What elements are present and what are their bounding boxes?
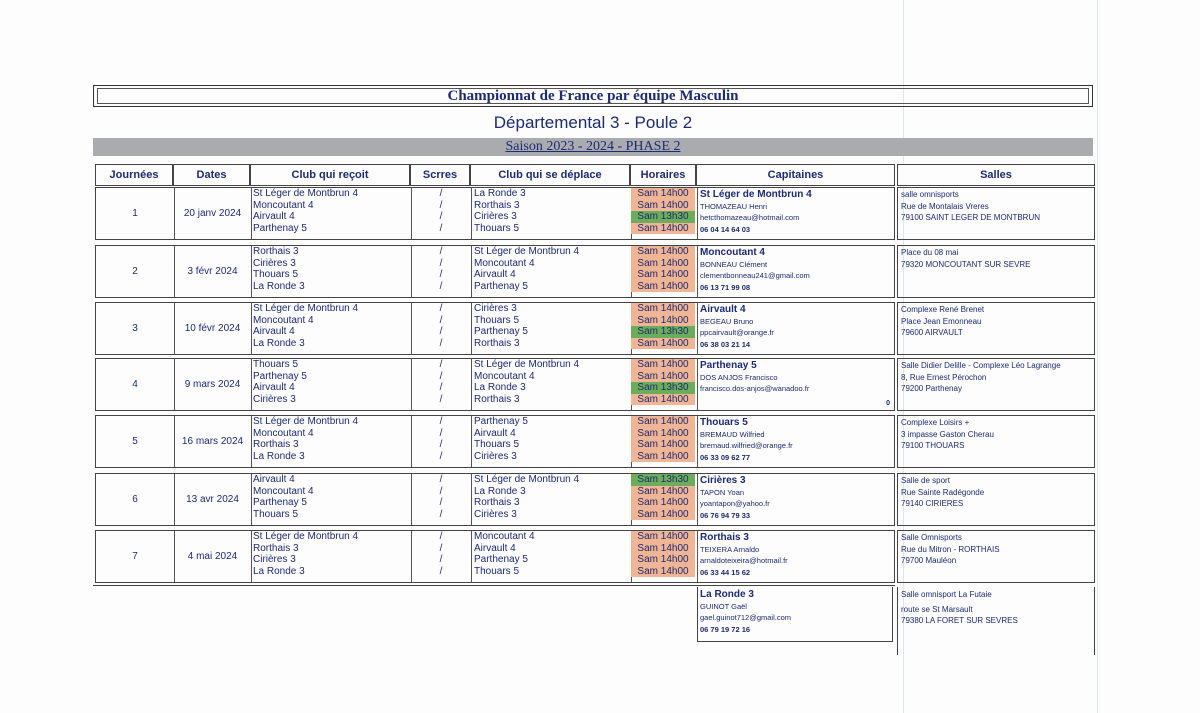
season-banner: Saison 2023 - 2024 - PHASE 2 [93, 138, 1093, 156]
captain-team: Moncoutant 4 [700, 247, 765, 258]
home-club: St Léger de Montbrun 4 [253, 188, 359, 199]
score: / [439, 542, 443, 554]
document-title: Championnat de France par équipe Masculin [97, 88, 1089, 104]
away-club: Parthenay 5 [474, 416, 528, 427]
header-capitaines: Capitaines [696, 164, 895, 186]
column-divider [251, 188, 252, 239]
round-date: 13 avr 2024 [186, 494, 239, 505]
page-guide-line [1097, 0, 1098, 713]
captain-phone: 06 04 14 64 03 [700, 224, 751, 234]
captain-name: TAPON Yoan [700, 487, 745, 497]
header-salles: Salles [897, 164, 1095, 186]
away-club: Thouars 5 [474, 222, 520, 234]
captain-team: Rorthais 3 [700, 532, 749, 543]
captain-email[interactable]: hetcthomazeau@hotmail.com [700, 213, 800, 222]
captain-cell [700, 247, 894, 293]
column-divider [251, 359, 252, 410]
header-horaires: Horaires [630, 164, 696, 186]
salle-line: Salle Omnisports [901, 533, 962, 542]
header-dates: Dates [173, 164, 250, 186]
captain-email[interactable]: bremaud.wilfried@orange.fr [700, 441, 793, 450]
title-box [93, 85, 1093, 107]
captain-team: Parthenay 5 [700, 360, 757, 371]
score: / [439, 474, 443, 485]
salle-line: 79200 Parthenay [901, 384, 962, 393]
extra-salle-cell [897, 587, 1095, 655]
match-time: Sam 14h00 [631, 338, 695, 350]
home-club: Cirières 3 [253, 393, 296, 405]
score: / [439, 303, 443, 314]
home-club: Thouars 5 [253, 359, 299, 370]
salle-line: Rue du Mitron - RORTHAIS [901, 544, 1000, 554]
score: / [439, 370, 443, 382]
round-block [95, 245, 895, 298]
match-time: Sam 14h00 [631, 543, 695, 555]
match-time: Sam 14h00 [631, 188, 695, 200]
captain-email[interactable]: clementbonneau241@gmail.com [700, 271, 810, 280]
captain-cell [700, 417, 894, 463]
salle-line: Complexe René Brenet [901, 305, 985, 314]
home-club: St Léger de Montbrun 4 [253, 303, 359, 314]
score: / [439, 416, 443, 427]
match-time: Sam 14h00 [631, 428, 695, 440]
away-club: Airvault 4 [474, 269, 516, 280]
away-club: Rorthais 3 [474, 497, 520, 508]
salle-cell [897, 358, 1095, 411]
header-scores: Scrres [410, 164, 470, 186]
match-time: Sam 14h00 [631, 303, 695, 315]
captain-cell [700, 475, 894, 521]
captain-name: BREMAUD Wilfried [700, 429, 765, 439]
away-club: Cirières 3 [474, 211, 517, 222]
round-date: 3 févr 2024 [187, 266, 238, 277]
column-divider [697, 303, 698, 354]
match-time: Sam 14h00 [631, 315, 695, 327]
home-club: St Léger de Montbrun 4 [253, 416, 359, 427]
captain-email[interactable]: arnaldoteixeira@hotmail.fr [700, 556, 788, 565]
away-club: Thouars 5 [474, 314, 520, 326]
salle-line: route se St Marsault [901, 604, 973, 614]
column-divider [471, 188, 472, 239]
captain-phone: 06 33 44 15 62 [700, 567, 751, 577]
header-away-club: Club qui se déplace [470, 164, 630, 186]
match-time: Sam 14h00 [631, 371, 695, 383]
score: / [439, 211, 443, 222]
header-home-club: Club qui reçoit [250, 164, 410, 186]
score: / [439, 280, 443, 292]
captain-name: GUINOT Gaël [700, 601, 747, 611]
home-club: Airvault 4 [253, 474, 295, 485]
score: / [439, 188, 443, 199]
column-divider [251, 416, 252, 467]
salle-cell [897, 245, 1095, 298]
salle-line: Complexe Loisirs + [901, 418, 970, 427]
score: / [439, 508, 443, 520]
extra-captain-cell [697, 587, 893, 642]
salle-cell [897, 415, 1095, 468]
captain-name: TEIXERA Arnaldo [700, 544, 760, 554]
score: / [439, 485, 443, 497]
home-club: Rorthais 3 [253, 439, 299, 450]
home-club: Thouars 5 [253, 508, 299, 520]
home-club: Airvault 4 [253, 382, 295, 393]
salle-line: Rue Sainte Radégonde [901, 487, 985, 497]
salle-line: Rue de Montalais Vreres [901, 201, 989, 211]
score: / [439, 497, 443, 508]
home-club: La Ronde 3 [253, 565, 305, 577]
salle-line: Salle Didier Delille - Complexe Léo Lagrange [901, 361, 1061, 370]
away-club: Moncoutant 4 [474, 257, 535, 269]
round-block [95, 530, 895, 583]
column-divider [471, 474, 472, 525]
away-club: Cirières 3 [474, 450, 517, 462]
salle-line: 79320 MONCOUTANT SUR SEVRE [901, 259, 1031, 269]
captain-name: THOMAZEAU Henri [700, 201, 768, 211]
away-club: Parthenay 5 [474, 326, 528, 337]
away-club: Airvault 4 [474, 427, 516, 439]
captain-phone: 06 13 71 99 08 [700, 282, 751, 292]
salle-line: 79700 Mauléon [901, 556, 957, 565]
match-time: Sam 14h00 [631, 497, 695, 509]
round-block [95, 302, 895, 355]
round-number: 6 [132, 494, 138, 505]
salle-line: 79600 AIRVAULT [901, 328, 963, 337]
match-time: Sam 14h00 [631, 223, 695, 235]
score: / [439, 269, 443, 280]
away-club: St Léger de Montbrun 4 [474, 474, 580, 485]
home-club: Airvault 4 [253, 326, 295, 337]
away-club: Cirières 3 [474, 508, 517, 520]
captain-cell [700, 532, 894, 578]
away-club: Airvault 4 [474, 542, 516, 554]
home-club: Rorthais 3 [253, 542, 299, 554]
salle-line: Salle de sport [901, 476, 950, 485]
captain-name: BEGEAU Bruno [700, 316, 754, 326]
score: / [439, 393, 443, 405]
column-divider [251, 474, 252, 525]
away-club: Parthenay 5 [474, 554, 528, 565]
home-club: Moncoutant 4 [253, 314, 314, 326]
column-divider [697, 188, 698, 239]
away-club: La Ronde 3 [474, 188, 526, 199]
home-club: Rorthais 3 [253, 246, 299, 257]
match-time: Sam 14h00 [631, 258, 695, 270]
score: / [439, 257, 443, 269]
captain-name: DOS ANJOS Francisco [700, 372, 778, 382]
salle-cell [897, 473, 1095, 526]
captain-cell [700, 360, 894, 395]
away-club: La Ronde 3 [474, 485, 526, 497]
captain-email[interactable]: ppcairvault@orange.fr [700, 328, 774, 337]
captain-extra-value: 0 [886, 400, 890, 407]
captain-phone: 06 33 09 62 77 [700, 452, 751, 462]
salle-line: 79380 LA FORET SUR SEVRES [901, 616, 1018, 625]
column-divider [251, 303, 252, 354]
salle-cell [897, 530, 1095, 583]
home-club: La Ronde 3 [253, 337, 305, 349]
round-date: 9 mars 2024 [184, 379, 241, 390]
round-block [95, 415, 895, 468]
home-club: Thouars 5 [253, 269, 299, 280]
column-divider [471, 359, 472, 410]
away-club: Rorthais 3 [474, 337, 520, 349]
round-number: 3 [132, 323, 138, 334]
salle-cell [897, 187, 1095, 240]
score: / [439, 222, 443, 234]
match-time: Sam 14h00 [631, 359, 695, 371]
home-club: Cirières 3 [253, 554, 296, 565]
home-club: Airvault 4 [253, 211, 295, 222]
home-club: Moncoutant 4 [253, 427, 314, 439]
away-club: Moncoutant 4 [474, 370, 535, 382]
home-club: La Ronde 3 [253, 450, 305, 462]
round-number: 2 [132, 266, 138, 277]
match-time: Sam 13h30 [631, 326, 695, 338]
match-time: Sam 14h00 [631, 394, 695, 406]
salle-line: Place du 08 mai [901, 248, 959, 257]
home-club: La Ronde 3 [253, 280, 305, 292]
round-date: 16 mars 2024 [181, 436, 244, 447]
captain-email[interactable]: yoantapon@yahoo.fr [700, 499, 770, 508]
salle-line: Salle omnisport La Futaie [901, 590, 992, 599]
away-club: Rorthais 3 [474, 393, 520, 405]
score: / [439, 246, 443, 257]
match-time: Sam 14h00 [631, 554, 695, 566]
home-club: Parthenay 5 [253, 370, 307, 382]
match-time: Sam 14h00 [631, 566, 695, 578]
score: / [439, 382, 443, 393]
round-date: 4 mai 2024 [187, 551, 238, 562]
captain-cell [700, 304, 894, 350]
salle-line: 8, Rue Ernest Pérochon [901, 372, 987, 382]
away-club: St Léger de Montbrun 4 [474, 246, 580, 257]
salle-line: 79100 SAINT LEGER DE MONTBRUN [901, 213, 1041, 222]
match-time: Sam 14h00 [631, 531, 695, 543]
column-divider [697, 246, 698, 297]
away-club: St Léger de Montbrun 4 [474, 359, 580, 370]
round-date: 10 févr 2024 [184, 323, 241, 334]
captain-team: St Léger de Montbrun 4 [700, 189, 812, 200]
score: / [439, 450, 443, 462]
column-divider [471, 416, 472, 467]
home-club: St Léger de Montbrun 4 [253, 531, 359, 542]
column-divider [697, 474, 698, 525]
captain-team: La Ronde 3 [700, 589, 754, 600]
table-bottom-line [93, 585, 895, 586]
score: / [439, 531, 443, 542]
score: / [439, 565, 443, 577]
round-number: 5 [132, 436, 138, 447]
header-journees: Journées [95, 164, 173, 186]
away-club: Cirières 3 [474, 303, 517, 314]
away-club: La Ronde 3 [474, 382, 526, 393]
away-club: Thouars 5 [474, 565, 520, 577]
home-club: Parthenay 5 [253, 222, 307, 234]
score: / [439, 199, 443, 211]
round-block [95, 473, 895, 526]
round-number: 7 [132, 551, 138, 562]
salle-line: 79100 THOUARS [901, 441, 965, 450]
captain-name: BONNEAU Clément [700, 259, 768, 269]
match-time: Sam 14h00 [631, 486, 695, 498]
away-club: Rorthais 3 [474, 199, 520, 211]
round-number: 1 [132, 208, 138, 219]
home-club: Cirières 3 [253, 257, 296, 269]
salle-line: 3 impasse Gaston Cherau [901, 429, 994, 439]
column-divider [697, 416, 698, 467]
match-time: Sam 13h30 [631, 474, 695, 486]
away-club: Thouars 5 [474, 439, 520, 450]
captain-team: Cirières 3 [700, 475, 746, 486]
salle-line: salle omnisports [901, 190, 959, 199]
match-time: Sam 14h00 [631, 281, 695, 293]
round-number: 4 [132, 379, 138, 390]
score: / [439, 314, 443, 326]
salle-line: 79140 CIRIERES [901, 499, 964, 508]
home-club: Moncoutant 4 [253, 485, 314, 497]
captain-team: Airvault 4 [700, 304, 746, 315]
captain-cell [700, 189, 894, 235]
score: / [439, 326, 443, 337]
match-time: Sam 14h00 [631, 416, 695, 428]
captain-phone: 06 38 03 21 14 [700, 339, 751, 349]
score: / [439, 439, 443, 450]
score: / [439, 359, 443, 370]
match-time: Sam 14h00 [631, 439, 695, 451]
match-time: Sam 14h00 [631, 269, 695, 281]
score: / [439, 427, 443, 439]
match-time: Sam 13h30 [631, 211, 695, 223]
match-time: Sam 14h00 [631, 451, 695, 463]
away-club: Moncoutant 4 [474, 531, 535, 542]
round-block [95, 358, 895, 411]
match-time: Sam 14h00 [631, 246, 695, 258]
salle-line: Place Jean Emonneau [901, 316, 982, 326]
salle-cell [897, 302, 1095, 355]
captain-phone: 06 76 94 79 33 [700, 510, 751, 520]
match-time: Sam 14h00 [631, 200, 695, 212]
captain-team: Thouars 5 [700, 417, 748, 428]
captain-email[interactable]: francisco.dos-anjos@wanadoo.fr [700, 384, 810, 393]
score: / [439, 337, 443, 349]
away-club: Parthenay 5 [474, 280, 528, 292]
round-date: 20 janv 2024 [183, 208, 242, 219]
column-divider [251, 531, 252, 582]
captain-phone: 06 79 19 72 16 [700, 624, 751, 634]
column-divider [471, 531, 472, 582]
home-club: Moncoutant 4 [253, 199, 314, 211]
home-club: Parthenay 5 [253, 497, 307, 508]
score: / [439, 554, 443, 565]
column-divider [471, 246, 472, 297]
match-time: Sam 13h30 [631, 382, 695, 394]
column-divider [251, 246, 252, 297]
match-time: Sam 14h00 [631, 509, 695, 521]
document-subtitle: Départemental 3 - Poule 2 [493, 113, 693, 132]
column-divider [697, 531, 698, 582]
captain-email[interactable]: gael.guinot712@gmail.com [700, 613, 791, 622]
column-divider [471, 303, 472, 354]
column-divider [697, 359, 698, 410]
round-block [95, 187, 895, 240]
